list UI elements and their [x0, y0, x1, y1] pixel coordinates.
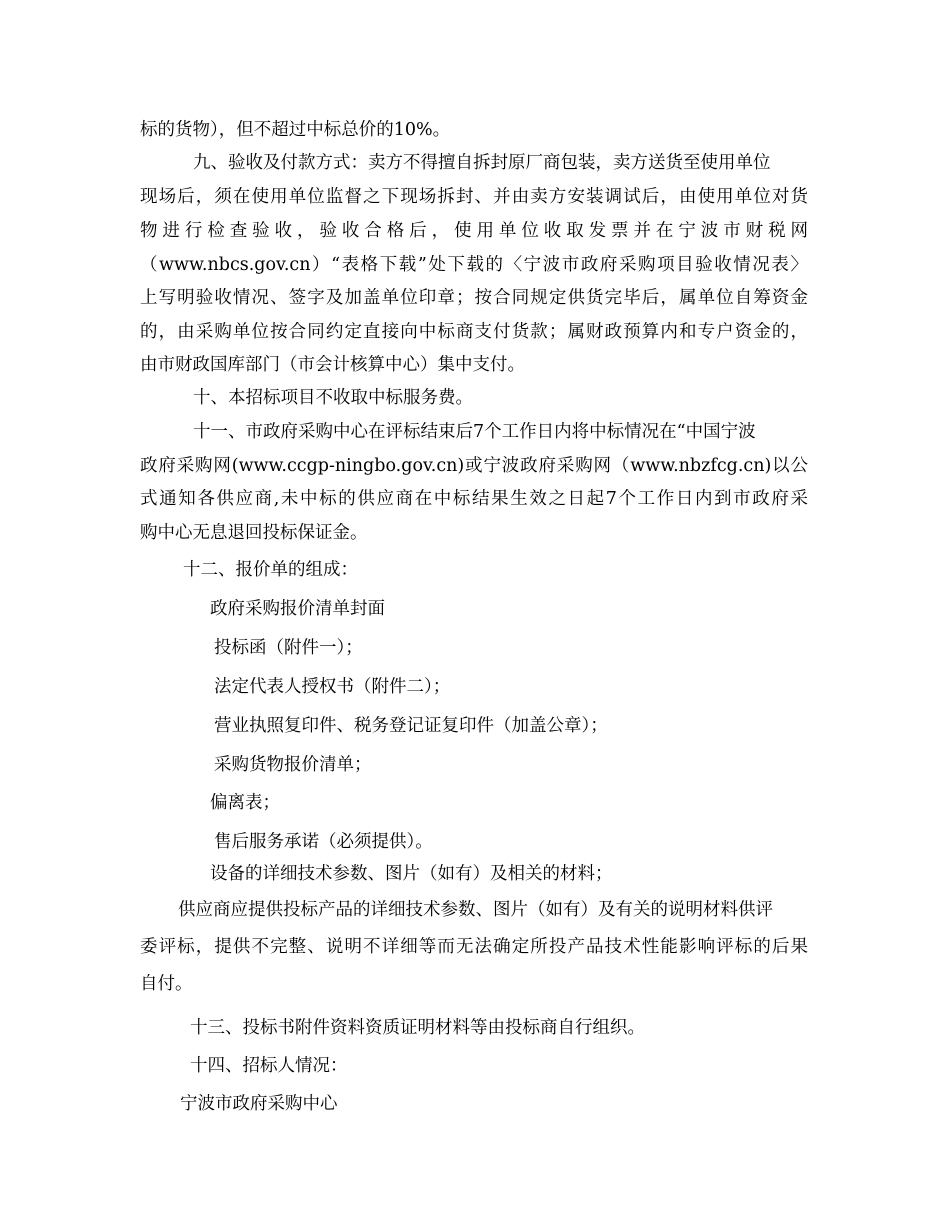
paragraph-acceptance-payment-line: 的，由采购单位按合同约定直接向中标商支付货款；属财政预算内和专户资金的，	[140, 322, 808, 342]
paragraph-acceptance-payment-line: 由市财政国库部门（市会计核算中心）集中支付。	[140, 355, 525, 375]
paragraph-bid-attachments: 十三、投标书附件资料资质证明材料等由投标商自行组织。	[190, 1018, 645, 1038]
list-item: 采购货物报价清单；	[214, 755, 372, 775]
paragraph-service-fee: 十、本招标项目不收取中标服务费。	[193, 388, 473, 408]
paragraph-acceptance-payment-line: 上写明验收情况、签字及加盖单位印章；按合同规定供货完毕后，属单位自筹资金	[140, 288, 808, 308]
section-heading-quotation-composition: 十二、报价单的组成：	[183, 560, 358, 580]
paragraph-acceptance-payment-line: 九、验收及付款方式：卖方不得擅自拆封原厂商包装，卖方送货至使用单位	[193, 153, 771, 173]
list-item: 营业执照复印件、税务登记证复印件（加盖公章）；	[214, 716, 608, 736]
list-item: 政府采购报价清单封面	[210, 599, 385, 619]
list-item: 偏离表；	[210, 793, 280, 813]
paragraph-award-notice-line: 式通知各供应商,未中标的供应商在中标结果生效之日起7个工作日内到市政府采	[140, 489, 808, 509]
paragraph-supplier-materials-line: 委评标，提供不完整、说明不详细等而无法确定所投产品技术性能影响评标的后果	[140, 937, 808, 957]
section-heading-tenderer: 十四、招标人情况：	[190, 1056, 348, 1076]
paragraph-award-notice-line: 购中心无息退回投标保证金。	[140, 523, 368, 543]
list-item: 投标函（附件一）；	[214, 638, 363, 658]
list-item: 售后服务承诺（必须提供）。	[214, 832, 433, 852]
paragraph-supplier-materials-line: 自付。	[140, 974, 193, 994]
paragraph-acceptance-payment-line: （www.nbcs.gov.cn）“表格下载”处下载的〈宁波市政府采购项目验收情况表〉	[140, 255, 808, 275]
paragraph-acceptance-payment-line: 物进行检查验收，验收合格后，使用单位收取发票并在宁波市财税网	[140, 221, 808, 241]
list-item: 设备的详细技术参数、图片（如有）及相关的材料；	[210, 864, 613, 884]
paragraph-supplier-materials-line: 供应商应提供投标产品的详细技术参数、图片（如有）及有关的说明材料供评	[178, 900, 773, 920]
paragraph-acceptance-payment-line: 现场后，须在使用单位监督之下现场拆封、并由卖方安装调试后，由使用单位对货	[140, 187, 808, 207]
tenderer-name: 宁波市政府采购中心	[180, 1094, 338, 1114]
text-line: 标的货物），但不超过中标总价的10%。	[140, 120, 451, 140]
paragraph-award-notice-line: 十一、市政府采购中心在评标结束后7个工作日内将中标情况在“中国宁波	[193, 422, 756, 442]
list-item: 法定代表人授权书（附件二）；	[214, 677, 451, 697]
paragraph-award-notice-line: 政府采购网(www.ccgp-ningbo.gov.cn)或宁波政府采购网（www.nbzfcg.cn)以公	[140, 456, 808, 476]
